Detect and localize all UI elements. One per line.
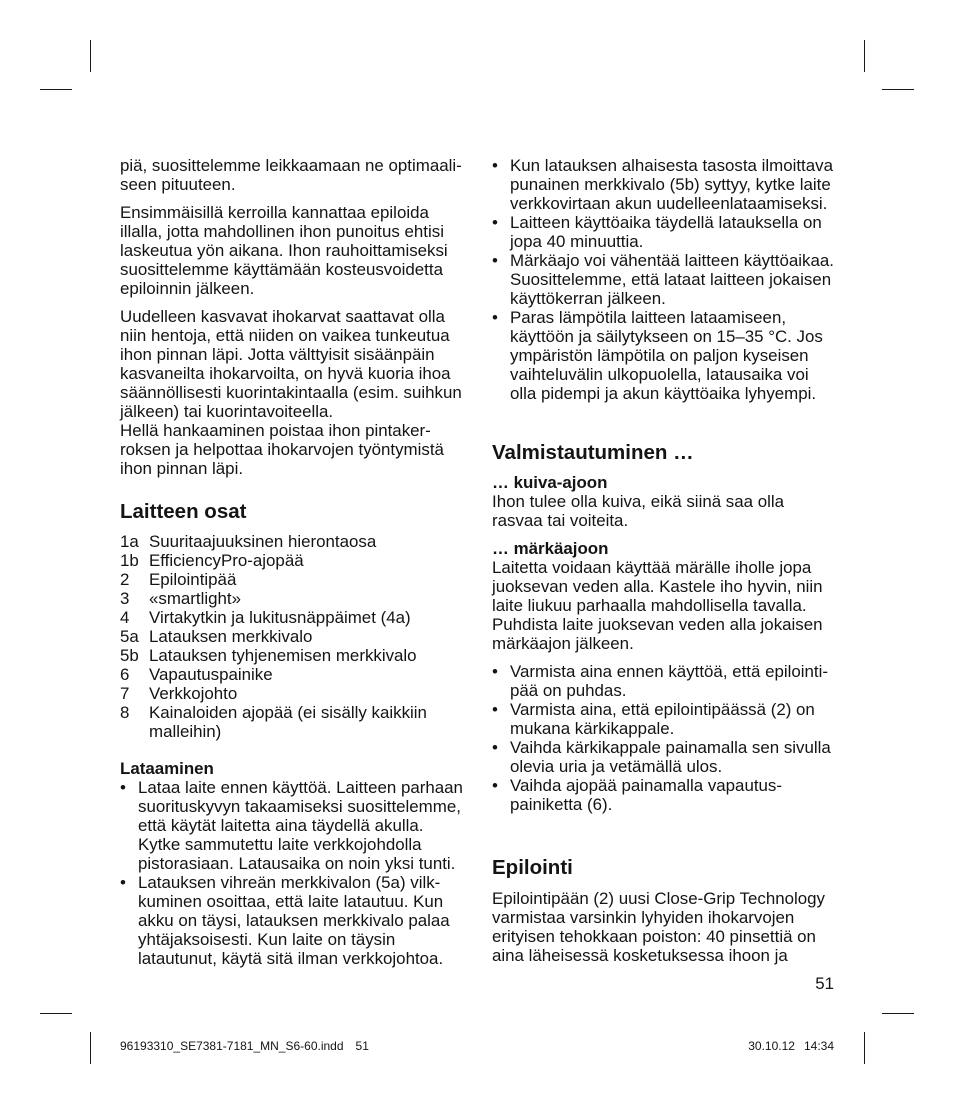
text-line: Verkkojohto <box>149 684 238 703</box>
bullet-item <box>492 308 842 403</box>
bullet-item <box>120 778 470 873</box>
bullet-item <box>492 776 842 814</box>
text-line: painiketta (6). <box>510 795 613 814</box>
text-line: laskeutua yön aikana. Ihon rauhoittamiseksi <box>120 241 448 260</box>
bullet-list <box>492 662 842 814</box>
bullet-text <box>510 251 834 308</box>
right-column <box>492 156 842 965</box>
paragraph <box>120 203 470 298</box>
left-column <box>120 156 470 968</box>
part-number: 8 <box>120 703 130 722</box>
bullet-list <box>492 156 842 403</box>
text-line: Vaihda kärkikappale painamalla sen sivulla <box>510 738 831 757</box>
parts-list-item <box>120 646 470 665</box>
text-line: Kainaloiden ajopää (ei sisälly kaikkiin <box>149 703 427 722</box>
bullet-text <box>510 700 815 738</box>
bullet-glyph: • <box>492 251 498 270</box>
text-line: varmistaa varsinkin lyhyiden ihokarvojen <box>492 908 795 927</box>
text-line: ympäristön lämpötila on paljon kyseisen <box>510 346 809 365</box>
bullet-text <box>510 776 782 814</box>
bullet-text <box>138 778 463 873</box>
text-line: piä, suosittelemme leikkaamaan ne optimaali- <box>120 156 462 175</box>
text-line: Varmista aina, että epilointipäässä (2) on <box>510 700 815 719</box>
parts-list-item <box>120 665 470 684</box>
part-number: 5b <box>120 646 139 665</box>
text-line: akku on täysi, latauksen merkkivalo palaa <box>138 911 450 930</box>
bullet-glyph: • <box>120 873 126 892</box>
print-footer-timestamp <box>748 1038 834 1054</box>
text-line: erityisen tehokkaan poiston: 40 pinsettiä on <box>492 927 816 946</box>
part-label <box>149 532 376 551</box>
parts-list-item <box>120 570 470 589</box>
part-label <box>149 703 427 741</box>
text-line: suosittelemme käyttämään kosteusvoidetta <box>120 260 443 279</box>
text-line: Hellä hankaaminen poistaa ihon pintaker- <box>120 421 431 440</box>
crop-mark <box>882 89 914 90</box>
text-line: «smartlight» <box>149 589 241 608</box>
text-line: märkäajon jälkeen. <box>492 634 634 653</box>
crop-mark <box>864 1032 865 1064</box>
crop-mark <box>40 89 72 90</box>
text-line: mukana kärkikappale. <box>510 719 675 738</box>
text-line: olevia uria ja vetämällä ulos. <box>510 757 723 776</box>
text-line: Virtakytkin ja lukitusnäppäimet (4a) <box>149 608 411 627</box>
text-line: Epilointipään (2) uusi Close-Grip Technology <box>492 889 825 908</box>
subheading-charging: Lataaminen <box>120 759 214 778</box>
parts-list-item <box>120 703 470 741</box>
text-line: epiloinnin jälkeen. <box>120 279 255 298</box>
bullet-text <box>138 873 450 968</box>
text-line: Vapautuspainike <box>149 665 273 684</box>
text-line: suorituskyvyn takaamiseksi suosittelemme, <box>138 797 461 816</box>
paragraph <box>492 492 842 530</box>
text-line: käyttökerran jälkeen. <box>510 289 666 308</box>
text-line: Märkäajo voi vähentää laitteen käyttöaikaa. <box>510 251 834 270</box>
text-line: rasvaa tai voiteita. <box>492 511 629 530</box>
bullet-text <box>510 662 828 700</box>
crop-mark <box>90 40 91 72</box>
print-footer-file <box>120 1038 369 1054</box>
text-line: latautunut, käytä sitä ilman verkkojohtoa. <box>138 949 444 968</box>
part-number: 4 <box>120 608 130 627</box>
parts-list <box>120 532 470 741</box>
text-line: olla pidempi ja akun käyttöaika lyhyempi. <box>510 384 817 403</box>
text-line: malleihin) <box>149 722 222 741</box>
part-label <box>149 570 236 589</box>
bullet-text <box>510 738 831 776</box>
text-line: niin hentoja, että niiden on vaikea tunkeutua <box>120 326 450 345</box>
text-line: jälkeen) tai kuorintavoiteella. <box>120 402 334 421</box>
paragraph <box>492 558 842 653</box>
text-line: Vaihda ajopää painamalla vapautus- <box>510 776 783 795</box>
footer-time: 14:34 <box>803 1039 834 1053</box>
text-line: että käytät laitetta aina täydellä akulla. <box>138 816 424 835</box>
footer-date: 30.10.12 <box>748 1039 795 1053</box>
text-line: Laitteen käyttöaika täydellä latauksella on <box>510 213 822 232</box>
part-label <box>149 551 304 570</box>
text-line: ihon pinnan läpi. <box>120 459 244 478</box>
bullet-text <box>510 308 823 403</box>
part-label <box>149 646 417 665</box>
text-line: pää on puhdas. <box>510 681 627 700</box>
parts-list-item <box>120 589 470 608</box>
bullet-item <box>120 873 470 968</box>
bullet-text <box>510 213 822 251</box>
text-line: EfficiencyPro-ajopää <box>149 551 304 570</box>
bullet-glyph: • <box>120 778 126 797</box>
crop-mark <box>90 1032 91 1064</box>
text-line: Uudelleen kasvavat ihokarvat saattavat olla <box>120 307 445 326</box>
bullet-item <box>492 700 842 738</box>
text-line: Varmista aina ennen käyttöä, että epilointi- <box>510 662 828 681</box>
bullet-glyph: • <box>492 738 498 757</box>
part-label <box>149 684 237 703</box>
text-line: yhtäjaksoisesti. Kun laite on täysin <box>138 930 396 949</box>
text-line: seen pituuteen. <box>120 175 236 194</box>
text-line: verkkovirtaan akun uudelleenlataamiseksi. <box>510 194 828 213</box>
parts-list-item <box>120 684 470 703</box>
paragraph <box>120 156 470 194</box>
subheading-wet: … märkäajoon <box>492 539 609 558</box>
footer-filename: 96193310_SE7381-7181_MN_S6-60.indd <box>120 1039 344 1053</box>
part-label <box>149 665 273 684</box>
bullet-item <box>492 156 842 213</box>
text-line: Latauksen tyhjenemisen merkkivalo <box>149 646 417 665</box>
text-line: Puhdista laite juoksevan veden alla jokaisen <box>492 615 823 634</box>
part-number: 2 <box>120 570 130 589</box>
footer-file-page: 51 <box>355 1039 369 1053</box>
text-line: Ihon tulee olla kuiva, eikä siinä saa olla <box>492 492 785 511</box>
parts-list-item <box>120 608 470 627</box>
text-line: ihon pinnan läpi. Jotta välttyisit sisäänpäin <box>120 345 435 364</box>
text-line: käyttöön ja säilytykseen on 15–35 °C. Jos <box>510 327 823 346</box>
bullet-glyph: • <box>492 700 498 719</box>
paragraph <box>492 889 842 965</box>
bullet-item <box>492 662 842 700</box>
text-line: Laitetta voidaan käyttää märälle iholle jopa <box>492 558 812 577</box>
part-number: 7 <box>120 684 130 703</box>
bullet-glyph: • <box>492 662 498 681</box>
text-line: punainen merkkivalo (5b) syttyy, kytke laite <box>510 175 831 194</box>
text-line: laite liukuu parhaalla mahdollisella tavalla. <box>492 596 807 615</box>
text-line: kasvaneilta ihokarvoilta, on hyvä kuoria ihoa <box>120 364 451 383</box>
part-number: 1a <box>120 532 139 551</box>
part-number: 3 <box>120 589 130 608</box>
text-line: Epilointipää <box>149 570 237 589</box>
text-line: Latauksen vihreän merkkivalon (5a) vilk- <box>138 873 441 892</box>
parts-list-item <box>120 551 470 570</box>
part-label <box>149 608 411 627</box>
text-line: Paras lämpötila laitteen lataamiseen, <box>510 308 787 327</box>
text-line: Lataa laite ennen käyttöä. Laitteen parhaan <box>138 778 463 797</box>
bullet-glyph: • <box>492 213 498 232</box>
section-heading-parts: Laitteen osat <box>120 500 247 523</box>
text-line: vaihteluvälin ulkopuolella, latausaika voi <box>510 365 809 384</box>
bullet-item <box>492 738 842 776</box>
text-line: Latauksen merkkivalo <box>149 627 313 646</box>
text-line: illalla, jotta mahdollinen ihon punoitus ehtisi <box>120 222 444 241</box>
crop-mark <box>882 1013 914 1014</box>
page-number: 51 <box>815 974 834 993</box>
text-line: kuminen osoittaa, että laite latautuu. Kun <box>138 892 444 911</box>
text-line: säännöllisesti kuorintakintaalla (esim. suihkun <box>120 383 462 402</box>
bullet-list <box>120 778 470 968</box>
text-line: aina läheisessä kosketuksessa ihoon ja <box>492 946 788 965</box>
crop-mark <box>864 40 865 72</box>
parts-list-item <box>120 627 470 646</box>
text-line: pistorasiaan. Latausaika on noin yksi tunti. <box>138 854 456 873</box>
text-line: Kytke sammutettu laite verkkojohdolla <box>138 835 422 854</box>
part-number: 1b <box>120 551 139 570</box>
text-line: Suuritaajuuksinen hierontaosa <box>149 532 377 551</box>
part-label <box>149 589 241 608</box>
bullet-item <box>492 251 842 308</box>
subheading-dry: … kuiva-ajoon <box>492 473 608 492</box>
text-line: Ensimmäisillä kerroilla kannattaa epiloida <box>120 203 429 222</box>
crop-mark <box>40 1013 72 1014</box>
part-number: 6 <box>120 665 130 684</box>
parts-list-item <box>120 532 470 551</box>
bullet-glyph: • <box>492 308 498 327</box>
section-heading-epilation: Epilointi <box>492 856 573 879</box>
bullet-text <box>510 156 833 213</box>
section-heading-preparation: Valmistautuminen … <box>492 441 694 464</box>
text-line: jopa 40 minuuttia. <box>510 232 644 251</box>
paragraph <box>120 307 470 478</box>
bullet-glyph: • <box>492 776 498 795</box>
bullet-glyph: • <box>492 156 498 175</box>
text-line: Suosittelemme, että lataat laitteen jokaisen <box>510 270 832 289</box>
bullet-item <box>492 213 842 251</box>
part-label <box>149 627 312 646</box>
text-line: juoksevan veden alla. Kastele iho hyvin, niin <box>492 577 823 596</box>
text-line: Kun latauksen alhaisesta tasosta ilmoittava <box>510 156 833 175</box>
part-number: 5a <box>120 627 139 646</box>
text-line: roksen ja helpottaa ihokarvojen työntymistä <box>120 440 444 459</box>
